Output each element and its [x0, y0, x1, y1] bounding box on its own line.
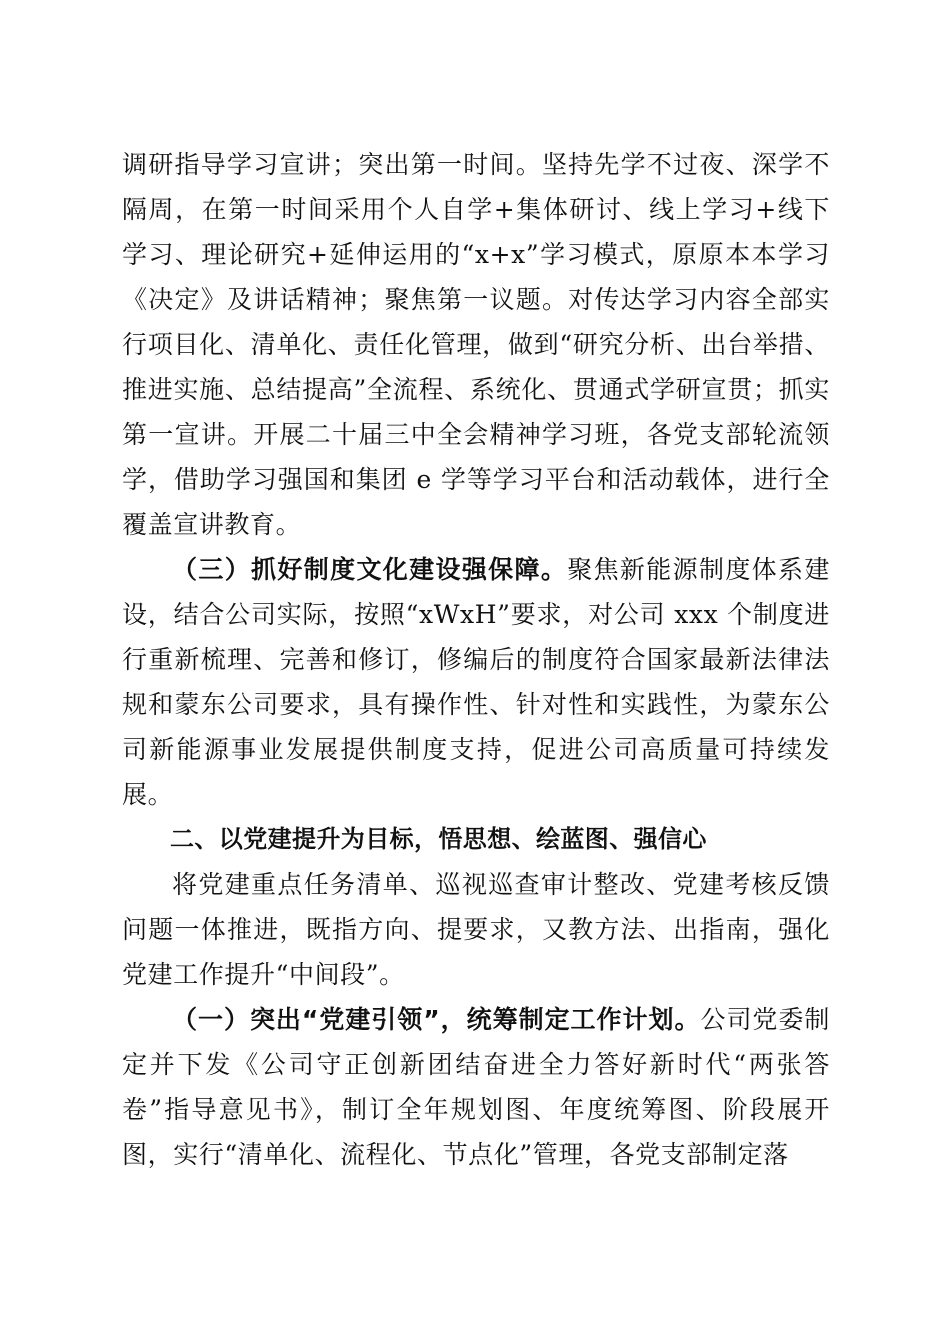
paragraph-lead-heading: （三）抓好制度文化建设强保障。	[172, 555, 568, 584]
paragraph-section-intro	[122, 862, 830, 997]
paragraph-continuation	[122, 142, 830, 547]
paragraph-text: 将党建重点任务清单、巡视巡查审计整改、党建考核反馈问题一体推进，既指方向、提要求，又教方法、出指南，强化党建工作提升“中间段”。	[122, 870, 830, 989]
paragraph-party-leadership	[122, 997, 830, 1177]
paragraph-text: 公司党委制定并下发《公司守正创新团结奋进全力答好新时代“两张答卷”指导意见书》，制订全年规划图、年度统筹图、阶段展开图，实行“清单化、流程化、节点化”管理，各党支部制定落	[122, 1005, 830, 1169]
paragraph-text: 聚焦新能源制度体系建设，结合公司实际，按照“xWxH”要求，对公司 xxx 个制度进行重新梳理、完善和修订，修编后的制度符合国家最新法律法规和蒙东公司要求，具有操作性、针对性和实践性，为蒙东公司新能源事业发展提供制度支持，促进公司高质量可持续发展。	[122, 555, 830, 809]
paragraph-text: 调研指导学习宣讲；突出第一时间。坚持先学不过夜、深学不隔周，在第一时间采用个人自学+集体研讨、线上学习+线下学习、理论研究+延伸运用的“x+x”学习模式，原原本本学习《决定》及讲话精神；聚焦第一议题。对传达学习内容全部实行项目化、清单化、责任化管理，做到“研究分析、出台举措、推进实施、总结提高”全流程、系统化、贯通式学研宣贯；抓实第一宣讲。开展二十届三中全会精神学习班，各党支部轮流领学，借助学习强国和集团 e 学等学习平台和活动载体，进行全覆盖宣讲教育。	[122, 150, 830, 539]
section-heading: 二、以党建提升为目标，悟思想、绘蓝图、强信心	[170, 825, 707, 853]
document-body	[122, 142, 830, 1177]
paragraph-lead-heading: （一）突出“党建引领”，统筹制定工作计划。	[172, 1005, 701, 1034]
paragraph-institution-culture	[122, 547, 830, 817]
